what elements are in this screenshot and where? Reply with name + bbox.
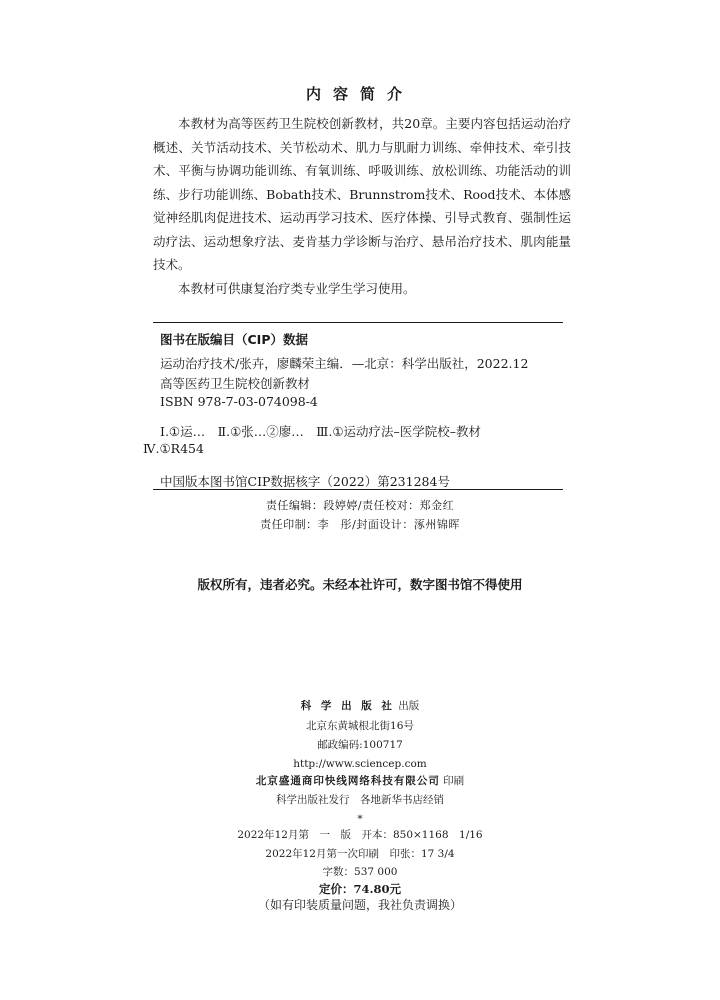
cip-classification-code: Ⅳ.①R454	[143, 441, 204, 456]
cip-title: 图书在版编目（CIP）数据	[160, 332, 308, 347]
separator-star: *	[357, 813, 363, 825]
distribution-line: 科学出版社发行 各地新华书店经销	[276, 794, 444, 806]
publisher-url: http://www.sciencep.com	[293, 758, 427, 770]
printer-line	[0, 772, 720, 790]
price: 定价：74.80元	[318, 882, 401, 896]
publisher-line	[0, 697, 720, 715]
quality-note: （如有印装质量问题，我社负责调换）	[257, 898, 462, 912]
edition-line: 2022年12月第 一 版 开本：850×1168 1/16	[237, 829, 483, 841]
publisher-postcode: 邮政编码:100717	[317, 739, 403, 751]
cip-bottom-rule	[153, 489, 563, 490]
summary-section	[153, 112, 571, 300]
summary-paragraph: 本教材为高等医药卫生院校创新教材，共20章。主要内容包括运动治疗概述、关节活动技术、关节松动术、肌力与肌耐力训练、牵伸技术、牵引技术、平衡与协调功能训练、有氧训练、呼吸训练、放松训练、功能活动的训练、步行功能训练、Bobath技术、Brunnstrom技术、Rood技术、本体感觉神经肌肉促进技术、运动再学习技术、医疗体操、引导式教育、强制性运动疗法、运动想象疗法、麦肯基力学诊断与治疗、悬吊治疗技术、肌肉能量技术。	[153, 116, 571, 272]
word-count: 字数：537 000	[322, 866, 398, 878]
printer-name: 北京盛通商印快线网络科技有限公司	[255, 775, 440, 787]
cip-record-number: 中国版本图书馆CIP数据核字（2022）第231284号	[160, 474, 450, 489]
cip-classification: Ⅰ.①运… Ⅱ.①张…②廖… Ⅲ.①运动疗法–医学院校–教材	[160, 424, 482, 439]
cip-book-entry: 运动治疗技术/张卉，廖麟荣主编．—北京：科学出版社，2022.12	[160, 356, 529, 371]
cip-top-rule	[153, 322, 563, 323]
summary-heading: 内容简介	[305, 85, 414, 103]
credits-editors: 责任编辑：段婷婷/责任校对：郑金红	[265, 499, 455, 512]
printing-line: 2022年12月第一次印刷 印张：17 3/4	[265, 848, 455, 860]
copyright-notice: 版权所有，违者必究。未经本社许可，数字图书馆不得使用	[197, 577, 523, 592]
publisher-suffix: 出版	[398, 700, 420, 712]
credits-print-design: 责任印制：李 彤/封面设计：涿州锦晖	[260, 518, 460, 531]
printer-suffix: 印刷	[443, 775, 465, 787]
summary-paragraph: 本教材可供康复治疗类专业学生学习使用。	[178, 280, 416, 296]
cip-series: 高等医药卫生院校创新教材	[160, 376, 311, 391]
publisher-address: 北京东黄城根北街16号	[306, 720, 414, 732]
cip-isbn: ISBN 978-7-03-074098-4	[160, 394, 318, 409]
publisher-name: 科 学 出 版 社	[300, 700, 395, 712]
